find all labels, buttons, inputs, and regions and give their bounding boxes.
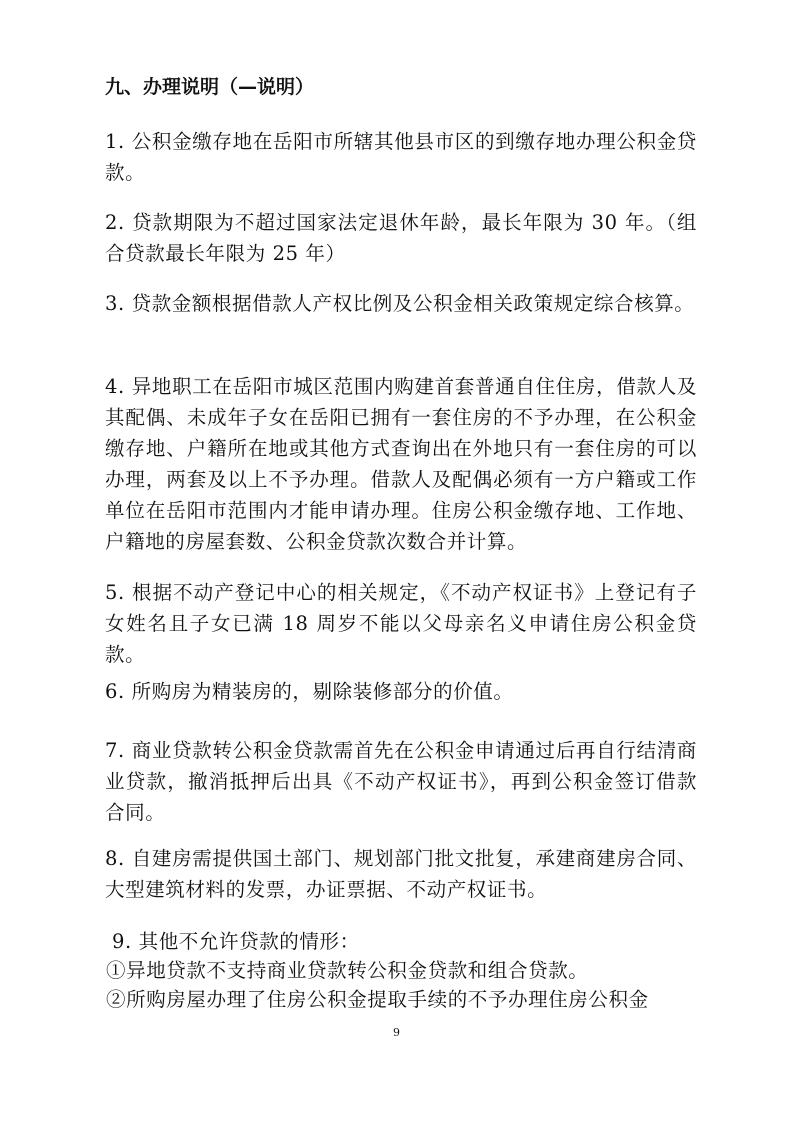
paragraph-3: 3. 贷款金额根据借款人产权比例及公积金相关政策规定综合核算。 (105, 292, 695, 315)
page-number: 9 (393, 1026, 400, 1039)
paragraph-2: 2. 贷款期限为不超过国家法定退休年龄，最长年限为 30 年。（组合贷款最长年限为 25 年） (105, 211, 697, 265)
list-item: ①异地贷款不支持商业贷款转公积金贷款和组合贷款。 (106, 959, 589, 982)
section-heading: 九、办理说明（—说明） (105, 76, 315, 98)
paragraph-9 (106, 927, 697, 1014)
list-item: ②所购房屋办理了住房公积金提取手续的不予办理住房公积金 (106, 988, 649, 1011)
paragraph-5: 5. 根据不动产登记中心的相关规定，《不动产权证书》上登记有子女姓名且子女已满 18 周岁不能以父母亲名义申请住房公积金贷款。 (105, 581, 697, 666)
paragraph-9-title: 9. 其他不允许贷款的情形： (112, 930, 360, 953)
paragraph-4: 4. 异地职工在岳阳市城区范围内购建首套普通自住住房，借款人及其配偶、未成年子女在岳阳已拥有一套住房的不予办理，在公积金缴存地、户籍所在地或其他方式查询出在外地只有一套住房的可以办理，两套及以上不予办理。借款人及配偶必须有一方户籍或工作单位在岳阳市范围内才能申请办理。住房公积金缴存地、工作地、户籍地的房屋套数、公积金贷款次数合并计算。 (105, 375, 697, 553)
paragraph-7: 7. 商业贷款转公积金贷款需首先在公积金申请通过后再自行结清商业贷款，撤消抵押后出具《不动产权证书》，再到公积金签订借款合同。 (105, 739, 697, 824)
paragraph-8: 8. 自建房需提供国土部门、规划部门批文批复，承建商建房合同、大型建筑材料的发票，办证票据、不动产权证书。 (105, 847, 697, 901)
paragraph-1: 1. 公积金缴存地在岳阳市所辖其他县市区的到缴存地办理公积金贷款。 (105, 130, 697, 184)
paragraph-6: 6. 所购房为精装房的，剔除装修部分的价值。 (105, 680, 514, 703)
